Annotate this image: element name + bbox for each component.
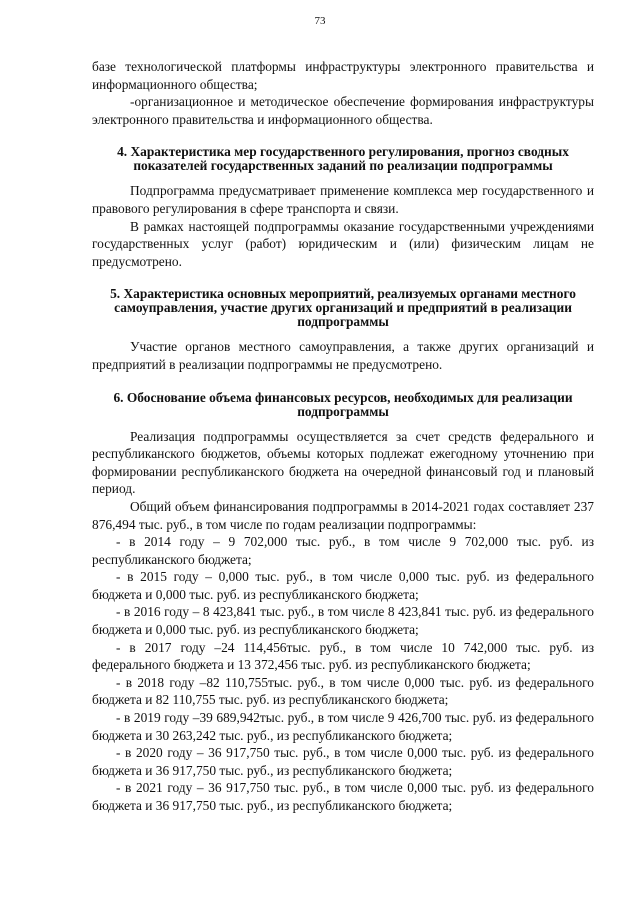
funding-year-item: - в 2014 году – 9 702,000 тыс. руб., в том числе 9 702,000 тыс. руб. из республиканского бюджета; xyxy=(92,534,594,567)
funding-year-item: - в 2019 году –39 689,942тыс. руб., в том числе 9 426,700 тыс. руб. из федерального бюджета и 30 263,242 тыс. руб., из республиканского бюджета; xyxy=(92,710,594,743)
document-body xyxy=(92,58,594,815)
section-5-heading: 5. Характеристика основных мероприятий, реализуемых органами местного самоуправления, участие других организаций и предприятий в реализации подпрограммы xyxy=(110,286,576,330)
section-4-paragraph: В рамках настоящей подпрограммы оказание государственными учреждениями государственных услуг (работ) юридическим и (или) физическим лицам не предусмотрено. xyxy=(92,218,594,269)
section-6-paragraph: Общий объем финансирования подпрограммы в 2014-2021 годах составляет 237 876,494 тыс. руб., в том числе по годам реализации подпрограммы: xyxy=(92,498,594,532)
funding-year-item: - в 2015 году – 0,000 тыс. руб., в том числе 0,000 тыс. руб. из федерального бюджета и 0,000 тыс. руб. из республиканского бюджета; xyxy=(92,569,594,602)
section-5-paragraph: Участие органов местного самоуправления, а также других организаций и предприятий в реализации подпрограммы не предусмотрено. xyxy=(92,339,594,372)
section-4-heading: 4. Характеристика мер государственного регулирования, прогноз сводных показателей государственных заданий по реализации подпрограммы xyxy=(117,144,569,174)
section-6-paragraph: Реализация подпрограммы осуществляется за счет средств федерального и республиканского бюджетов, объемы которых подлежат ежегодному уточнению при формировании республиканского бюджета на очередной финансовый год и плановый период. xyxy=(92,428,594,497)
intro-paragraph: базе технологической платформы инфраструктуры электронного правительства и информационного общества; xyxy=(92,59,594,92)
funding-year-item: - в 2018 году –82 110,755тыс. руб., в том числе 0,000 тыс. руб. из федерального бюджета и 82 110,755 тыс. руб. из республиканского бюджета; xyxy=(92,674,594,708)
funding-year-item: - в 2016 году – 8 423,841 тыс. руб., в том числе 8 423,841 тыс. руб. из федерального бюджета и 0,000 тыс. руб. из республиканского бюджета; xyxy=(92,604,594,638)
section-4-paragraph: Подпрограмма предусматривает применение комплекса мер государственного и правового регулирования в сфере транспорта и связи. xyxy=(92,183,594,216)
page-number: 73 xyxy=(314,15,326,27)
funding-year-item: - в 2017 году –24 114,456тыс. руб., в том числе 10 742,000 тыс. руб. из федерального бюджета и 13 372,456 тыс. руб. из республиканского бюджета; xyxy=(92,639,594,673)
funding-year-item: - в 2021 году – 36 917,750 тыс. руб., в том числе 0,000 тыс. руб. из федерального бюджета и 36 917,750 тыс. руб., из республиканского бюджета; xyxy=(92,780,594,813)
intro-paragraph: -организационное и методическое обеспечение формирования инфраструктуры электронного правительства и информационного общества. xyxy=(92,94,594,127)
funding-year-item: - в 2020 году – 36 917,750 тыс. руб., в том числе 0,000 тыс. руб. из федерального бюджета и 36 917,750 тыс. руб., из республиканского бюджета; xyxy=(92,745,594,778)
section-6-heading: 6. Обоснование объема финансовых ресурсов, необходимых для реализации подпрограммы xyxy=(113,389,573,419)
